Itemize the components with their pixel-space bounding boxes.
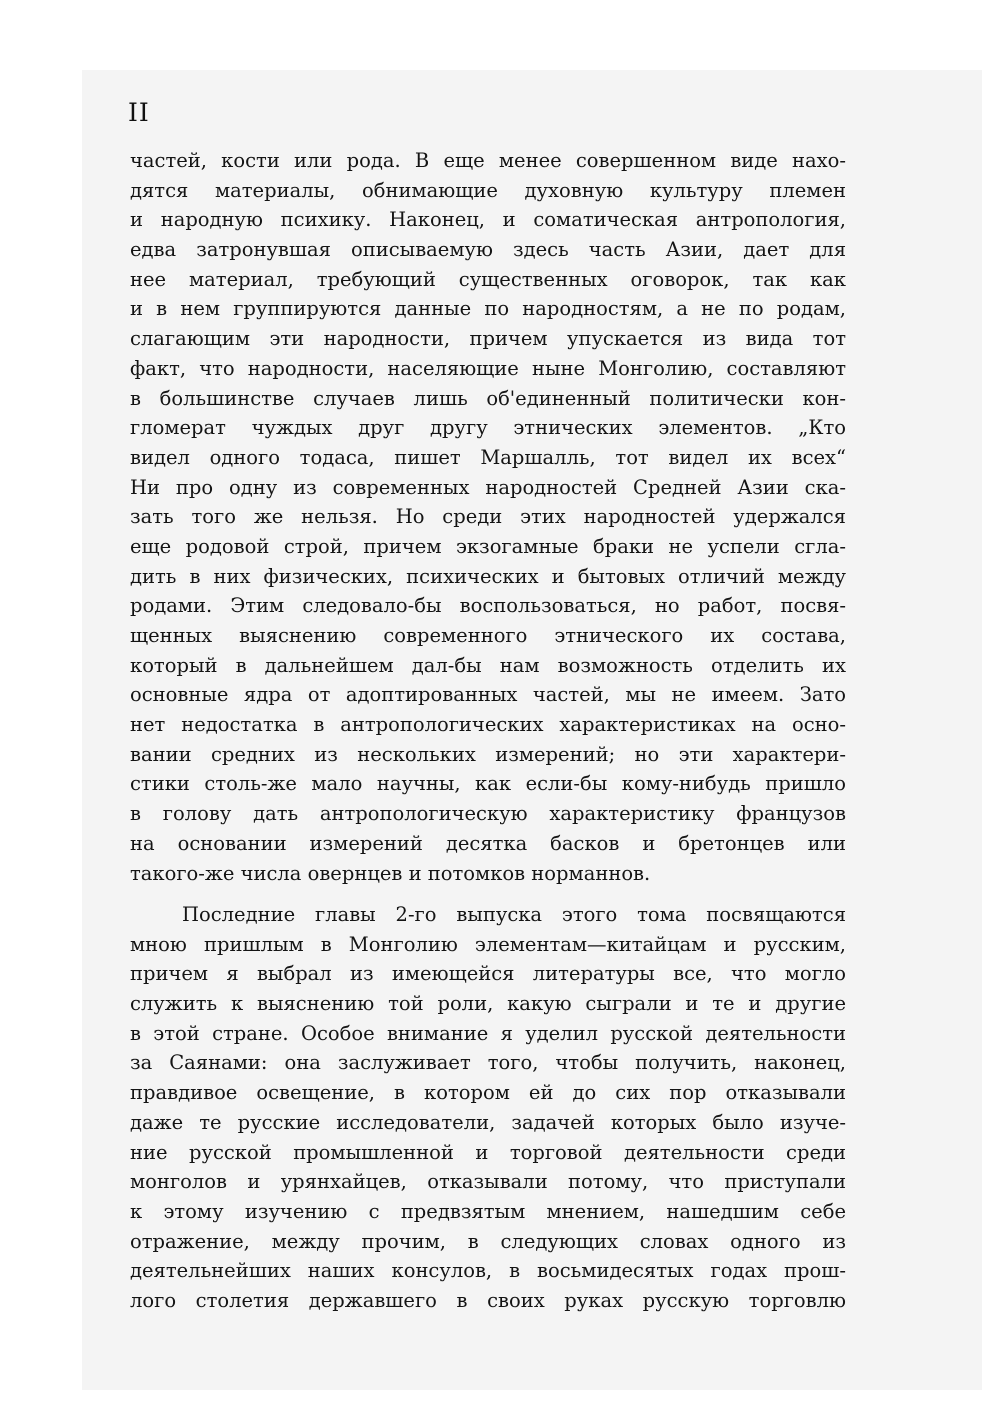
text-line: Ни про одну из современных народностей Средней Азии ска- <box>130 475 846 499</box>
text-line: основные ядра от адоптированных частей, мы не имеем. Зато <box>130 683 846 707</box>
page-number: II <box>128 98 150 127</box>
text-line: на основании измерений десятка басков и бретонцев или <box>130 831 846 855</box>
text-line: стики столь-же мало научны, как если-бы кому-нибудь пришло <box>130 772 846 796</box>
text-line: нет недостатка в антропологических характеристиках на осно- <box>130 713 846 737</box>
text-line: ние русской промышленной и торговой деятельности среди <box>130 1140 846 1164</box>
text-line: в голову дать антропологическую характеристику французов <box>130 802 846 826</box>
paragraph-1 <box>130 146 846 888</box>
text-line: мною пришлым в Монголию элементам—китайцам и русским, <box>130 932 846 956</box>
text-line: причем я выбрал из имеющейся литературы все, что могло <box>130 962 846 986</box>
text-line: даже те русские исследователи, задачей которых было изуче- <box>130 1110 846 1134</box>
text-line: частей, кости или рода. В еще менее совершенном виде нахо- <box>130 149 846 172</box>
text-line: гломерат чуждых друг другу этнических элементов. „Кто <box>130 416 846 440</box>
text-line: вании средних из нескольких измерений; но эти характери- <box>130 742 846 766</box>
text-line: и народную психику. Наконец, и соматическая антропология, <box>130 208 846 232</box>
text-line: лого столетия державшего в своих руках русскую торговлю <box>130 1288 846 1312</box>
text-line: факт, что народности, населяющие ныне Монголию, составляют <box>130 356 846 380</box>
paragraph-2 <box>130 900 846 1316</box>
text-line: едва затронувшая описываемую здесь часть Азии, дает для <box>130 238 846 262</box>
text-line: за Саянами: она заслуживает того, чтобы получить, наконец, <box>130 1051 846 1075</box>
text-line: монголов и урянхайцев, отказывали потому, что приступали <box>130 1170 846 1194</box>
text-line: к этому изучению с предвзятым мнением, нашедшим себе <box>130 1199 846 1223</box>
text-line: который в дальнейшем дал-бы нам возможность отделить их <box>130 653 846 677</box>
text-line: Последние главы 2-го выпуска этого тома посвящаются <box>182 903 846 926</box>
text-line: такого-же числа овернцев и потомков норманнов. <box>130 861 651 885</box>
text-line: щенных выяснению современного этнического их состава, <box>130 624 846 647</box>
text-line: слагающим эти народности, причем упускается из вида тот <box>130 327 846 351</box>
text-line: и в нем группируются данные по народностям, а не по родам, <box>130 297 846 321</box>
text-line: нее материал, требующий существенных оговорок, так как <box>130 267 846 291</box>
text-line: отражение, между прочим, в следующих словах одного из <box>130 1229 846 1253</box>
text-line: деятельнейших наших консулов, в восьмидесятых годах прош- <box>130 1259 846 1283</box>
text-line: служить к выяснению той роли, какую сыграли и те и другие <box>130 992 846 1016</box>
text-line: дить в них физических, психических и бытовых отличий между <box>130 564 846 588</box>
text-line: видел одного тодаса, пишет Маршалль, тот видел их всех“ <box>130 445 846 469</box>
text-line: в большинстве случаев лишь об'единенный политически кон- <box>130 386 846 410</box>
text-line: правдивое освещение, в котором ей до сих пор отказывали <box>130 1081 846 1105</box>
text-line: еще родовой строй, причем экзогамные браки не успели сгла- <box>130 534 846 558</box>
text-line: в этой стране. Особое внимание я уделил русской деятельности <box>130 1021 846 1045</box>
text-line: дятся материалы, обнимающие духовную культуру племен <box>130 178 846 202</box>
text-line: родами. Этим следовало-бы воспользоваться, но работ, посвя- <box>130 594 846 618</box>
text-line: зать того же нельзя. Но среди этих народностей удержался <box>130 505 846 529</box>
